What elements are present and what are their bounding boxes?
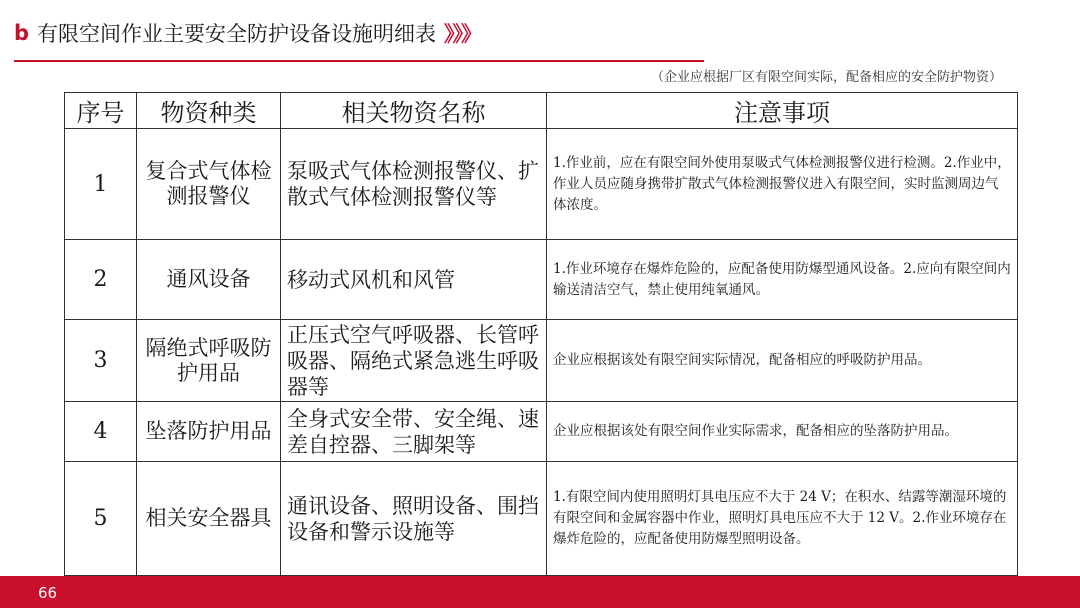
row-note: 1.作业前，应在有限空间外使用泵吸式气体检测报警仪进行检测。2.作业中，作业人员应随身携带扩散式气体检测报警仪进入有限空间，实时监测周边气体浓度。	[547, 129, 1018, 240]
row-no: 1	[65, 129, 137, 240]
row-no: 3	[65, 320, 137, 402]
row-type: 隔绝式呼吸防护用品	[137, 320, 281, 402]
slide-title-bar	[14, 18, 480, 48]
row-name: 移动式风机和风管	[281, 240, 547, 320]
row-name: 全身式安全带、安全绳、速差自控器、三脚架等	[281, 402, 547, 462]
header-no: 序号	[65, 93, 137, 129]
table-row	[65, 240, 1018, 320]
title-prefix: b	[14, 21, 30, 45]
row-name: 泵吸式气体检测报警仪、扩散式气体检测报警仪等	[281, 129, 547, 240]
row-no: 5	[65, 462, 137, 576]
equipment-table	[64, 92, 1018, 576]
row-note: 1.作业环境存在爆炸危险的，应配备使用防爆型通风设备。2.应向有限空间内输送清洁空气，禁止使用纯氧通风。	[547, 240, 1018, 320]
row-note: 1.有限空间内使用照明灯具电压应不大于 24 V；在积水、结露等潮湿环境的有限空间和金属容器中作业，照明灯具电压应不大于 12 V。2.作业环境存在爆炸危险的，应配备使用防爆型照明设备。	[547, 462, 1018, 576]
footer-bar	[0, 576, 1080, 608]
row-type: 复合式气体检测报警仪	[137, 129, 281, 240]
table-row	[65, 320, 1018, 402]
table-note: （企业应根据厂区有限空间实际，配备相应的安全防护物资）	[650, 70, 1002, 85]
row-note: 企业应根据该处有限空间作业实际需求，配备相应的坠落防护用品。	[547, 402, 1018, 462]
page-number: 66	[38, 584, 58, 602]
row-name: 通讯设备、照明设备、围挡设备和警示设施等	[281, 462, 547, 576]
title-arrows-icon: 》》》	[444, 22, 481, 46]
table-header-row	[65, 93, 1018, 129]
header-name: 相关物资名称	[281, 93, 547, 129]
row-type: 相关安全器具	[137, 462, 281, 576]
slide-title: 有限空间作业主要安全防护设备设施明细表	[37, 22, 437, 46]
row-note: 企业应根据该处有限空间实际情况，配备相应的呼吸防护用品。	[547, 320, 1018, 402]
row-no: 4	[65, 402, 137, 462]
row-name: 正压式空气呼吸器、长管呼吸器、隔绝式紧急逃生呼吸器等	[281, 320, 547, 402]
row-type: 通风设备	[137, 240, 281, 320]
table-row	[65, 129, 1018, 240]
table-row	[65, 462, 1018, 576]
row-type: 坠落防护用品	[137, 402, 281, 462]
table-row	[65, 402, 1018, 462]
title-divider	[14, 60, 704, 62]
header-note: 注意事项	[547, 93, 1018, 129]
row-no: 2	[65, 240, 137, 320]
header-type: 物资种类	[137, 93, 281, 129]
